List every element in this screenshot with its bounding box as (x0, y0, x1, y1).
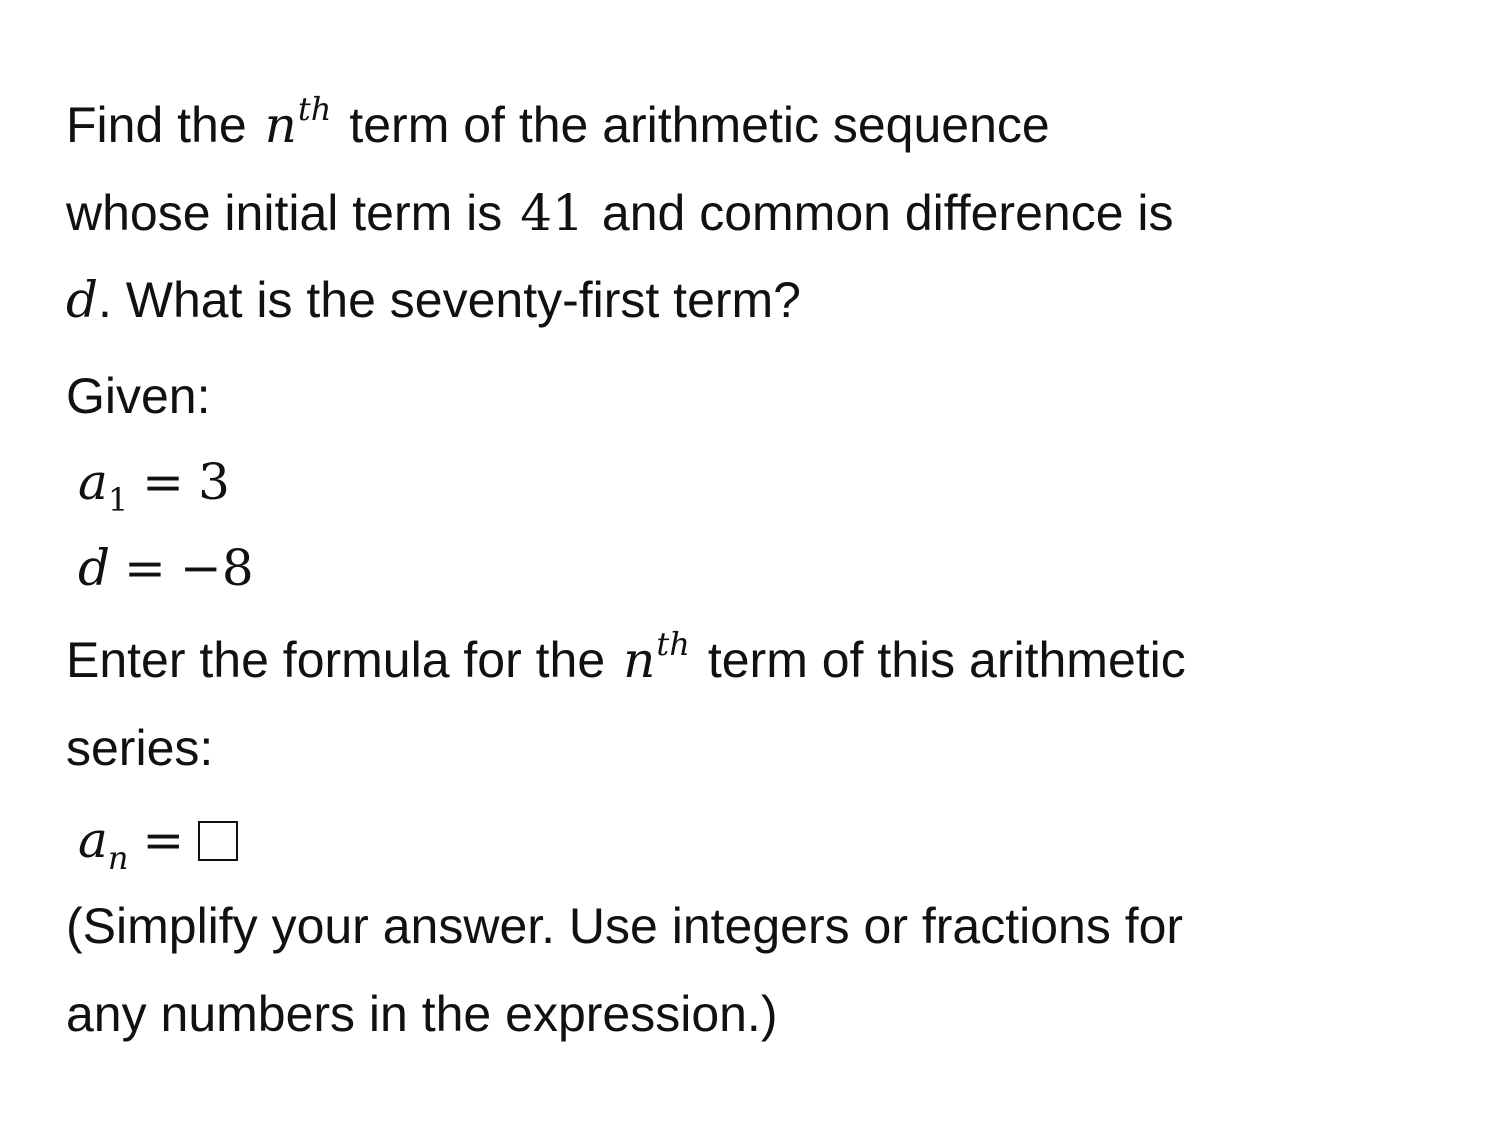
prompt-text: term of this arithmetic (707, 632, 1186, 688)
problem-text: whose initial term is (66, 185, 503, 241)
problem-text: and common difference is (601, 185, 1174, 241)
formula-row (78, 810, 238, 876)
math-superscript: th (656, 625, 690, 663)
a1-value: 3 (198, 453, 230, 511)
problem-text: Find the (66, 97, 247, 153)
math-a: a (78, 453, 108, 511)
problem-line-3 (66, 270, 801, 330)
problem-text: . What is the seventy-first term? (98, 272, 801, 328)
answer-input-box[interactable] (198, 821, 238, 861)
given-a1 (78, 452, 230, 518)
d-value: −8 (179, 539, 254, 597)
math-n: n (623, 631, 656, 689)
given-d (78, 538, 254, 598)
math-d: d (66, 271, 99, 329)
prompt-line-1 (66, 625, 1186, 696)
initial-term-value: 41 (520, 184, 584, 242)
note-line-2: any numbers in the expression.) (66, 986, 778, 1042)
problem-line-1 (66, 90, 1050, 161)
equals-sign: = (124, 539, 166, 597)
given-label: Given: (66, 368, 211, 424)
math-subscript: 1 (107, 481, 129, 519)
equals-sign: = (142, 811, 185, 869)
math-superscript: th (297, 90, 332, 128)
note-line-1: (Simplify your answer. Use integers or fractions for (66, 898, 1184, 954)
equals-sign: = (142, 453, 185, 511)
math-n: n (264, 96, 297, 154)
math-a: a (78, 811, 108, 869)
prompt-line-2: series: (66, 720, 214, 776)
math-d: d (78, 539, 111, 597)
problem-text: term of the arithmetic sequence (349, 97, 1050, 153)
math-subscript: n (107, 839, 129, 877)
problem-line-2 (66, 183, 1174, 243)
prompt-text: Enter the formula for the (66, 632, 606, 688)
